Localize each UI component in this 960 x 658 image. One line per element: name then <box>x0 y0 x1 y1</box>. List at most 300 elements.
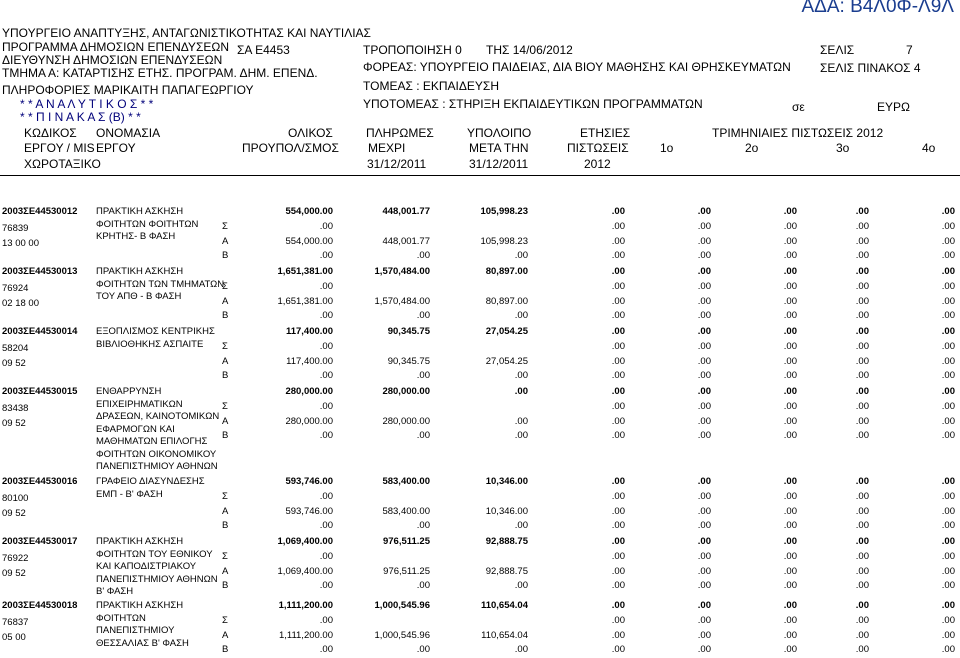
q1-value: .00 <box>697 536 711 547</box>
q3-value: .00 <box>855 356 869 367</box>
sub-row-label: Α <box>222 416 229 427</box>
q2-value: .00 <box>783 644 797 655</box>
rem-value: 80,897.00 <box>485 296 528 307</box>
q4-value: .00 <box>941 491 955 502</box>
q4-value: .00 <box>941 206 955 217</box>
col-q4: 4ο <box>922 141 936 155</box>
q4-value: .00 <box>941 630 955 641</box>
total-value: 1,069,400.00 <box>277 536 333 547</box>
q4-value: .00 <box>941 370 955 381</box>
sub-row-label: Β <box>222 370 229 381</box>
total-value: .00 <box>319 370 333 381</box>
q2-value: .00 <box>783 401 797 412</box>
annual-value: .00 <box>611 310 625 321</box>
q2-value: .00 <box>783 491 797 502</box>
page-label: ΣΕΛΙΣ <box>820 43 855 57</box>
annual-value: .00 <box>611 266 625 277</box>
q4-value: .00 <box>941 250 955 261</box>
paid-value: 280,000.00 <box>382 416 430 427</box>
q3-value: .00 <box>855 491 869 502</box>
q2-value: .00 <box>783 236 797 247</box>
q1-value: .00 <box>697 644 711 655</box>
q3-value: .00 <box>855 310 869 321</box>
ada-watermark: ΑΔΑ: Β4Λ0Φ-Λ9Λ <box>801 0 954 17</box>
q2-value: .00 <box>783 416 797 427</box>
q3-value: .00 <box>855 250 869 261</box>
sub-row-label: Β <box>222 520 229 531</box>
q1-value: .00 <box>697 370 711 381</box>
q4-value: .00 <box>941 476 955 487</box>
spatial-code: 09 52 <box>2 568 26 579</box>
col-after-date: 31/12/2011 <box>469 157 529 171</box>
q4-value: .00 <box>941 520 955 531</box>
project-name-line: ΦΟΙΤΗΤΩΝ ΟΙΚΟΝΟΜΙΚΟΥ <box>96 448 217 460</box>
project-name-line: ΦΟΙΤΗΤΩΝ ΦΟΙΤΗΤΩΝ <box>96 218 199 230</box>
annual-value: .00 <box>611 326 625 337</box>
q2-value: .00 <box>783 566 797 577</box>
col-project-mis: ΕΡΓΟΥ / MIS <box>24 141 95 155</box>
q4-value: .00 <box>941 506 955 517</box>
q1-value: .00 <box>697 236 711 247</box>
sub-row-label: Β <box>222 310 229 321</box>
total-value: .00 <box>319 250 333 261</box>
department-title: ΤΜΗΜΑ Α: ΚΑΤΑΡΤΙΣΗΣ ΕΤΗΣ. ΠΡΟΓΡΑΜ. ΔΗΜ. ΕΠΕΝΔ. <box>2 66 318 80</box>
q2-value: .00 <box>783 356 797 367</box>
analytic-label: * * Α Ν Α Λ Υ Τ Ι Κ Ο Σ * * <box>20 97 154 111</box>
q1-value: .00 <box>697 566 711 577</box>
col-until-date: 31/12/2011 <box>367 157 427 171</box>
project-name-line: ΠΑΝΕΠΙΣΤΗΜΙΟΥ <box>96 625 175 636</box>
paid-value: 1,570,484.00 <box>374 266 430 277</box>
sub-row-label: Β <box>222 250 229 261</box>
q1-value: .00 <box>697 341 711 352</box>
rem-value: 80,897.00 <box>485 266 528 277</box>
paid-value: 1,000,545.96 <box>374 630 430 641</box>
ministry-title: ΥΠΟΥΡΓΕΙΟ ΑΝΑΠΤΥΞΗΣ, ΑΝΤΑΓΩΝΙΣΤΙΚΟΤΗΤΑΣ ΚΑΙ ΝΑΥΤΙΛΙΑΣ <box>2 26 371 40</box>
q1-value: .00 <box>697 296 711 307</box>
q1-value: .00 <box>697 520 711 531</box>
col-q2: 2ο <box>745 141 759 155</box>
q4-value: .00 <box>941 536 955 547</box>
project-name-line: ΜΑΘΗΜΑΤΩΝ ΕΠΙΛΟΓΗΣ <box>96 436 208 447</box>
q3-value: .00 <box>855 615 869 626</box>
q1-value: .00 <box>697 476 711 487</box>
rem-value: .00 <box>514 370 528 381</box>
rem-value: 27,054.25 <box>485 326 528 337</box>
sub-row-label: Σ <box>222 341 228 352</box>
project-name-line: ΠΡΑΚΤΙΚΗ ΑΣΚΗΣΗ <box>96 600 184 611</box>
total-value: 1,111,200.00 <box>278 630 333 641</box>
subsector: ΥΠΟΤΟΜΕΑΣ : ΣΤΗΡΙΞΗ ΕΚΠΑΙΔΕΥΤΙΚΩΝ ΠΡΟΓΡΑΜΜΑΤΩΝ <box>363 97 703 111</box>
q3-value: .00 <box>855 416 869 427</box>
paid-value: 448,001.77 <box>382 206 430 217</box>
q2-value: .00 <box>783 296 797 307</box>
col-code: ΚΩΔΙΚΟΣ <box>24 126 77 140</box>
sub-row-label: Α <box>222 506 229 517</box>
project-name-line: ΕΞΟΠΛΙΣΜΟΣ ΚΕΝΤΡΙΚΗΣ <box>96 326 215 337</box>
rem-value: .00 <box>514 386 528 397</box>
project-code: 2003ΣΕ44530015 <box>2 386 78 397</box>
q4-value: .00 <box>941 580 955 591</box>
q1-value: .00 <box>697 551 711 562</box>
paid-value: .00 <box>416 430 430 441</box>
q4-value: .00 <box>941 401 955 412</box>
total-value: 280,000.00 <box>285 386 333 397</box>
project-name-line: ΓΡΑΦΕΙΟ ΔΙΑΣΥΝΔΕΣΗΣ <box>96 476 205 487</box>
annual-value: .00 <box>611 370 625 381</box>
q1-value: .00 <box>697 250 711 261</box>
col-credits: ΠΙΣΤΩΣΕΙΣ <box>567 141 629 155</box>
project-name-line: ΠΡΑΚΤΙΚΗ ΑΣΚΗΣΗ <box>96 536 184 547</box>
total-value: .00 <box>319 644 333 655</box>
q2-value: .00 <box>783 266 797 277</box>
q2-value: .00 <box>783 370 797 381</box>
header-divider <box>0 175 960 176</box>
amendment-number: ΤΡΟΠΟΠΟΙΗΣΗ 0 <box>363 43 462 57</box>
rem-value: .00 <box>514 644 528 655</box>
q2-value: .00 <box>783 615 797 626</box>
project-name-line: ΕΠΙΧΕΙΡΗΜΑΤΙΚΩΝ <box>96 398 183 410</box>
total-value: 1,111,200.00 <box>278 600 333 611</box>
q3-value: .00 <box>855 566 869 577</box>
page-number: 7 <box>906 43 913 57</box>
paid-value: 90,345.75 <box>387 326 430 337</box>
q1-value: .00 <box>697 630 711 641</box>
q3-value: .00 <box>855 630 869 641</box>
annual-value: .00 <box>611 506 625 517</box>
q3-value: .00 <box>855 600 869 611</box>
q1-value: .00 <box>697 326 711 337</box>
sub-row-label: Β <box>222 644 229 655</box>
q1-value: .00 <box>697 266 711 277</box>
q4-value: .00 <box>941 236 955 247</box>
col-spatial: ΧΩΡΟΤΑΞΙΚΟ <box>24 157 101 171</box>
annual-value: .00 <box>611 416 625 427</box>
project-code: 2003ΣΕ44530017 <box>2 536 78 547</box>
sa-code: ΣΑ Ε4453 <box>237 43 290 57</box>
q1-value: .00 <box>697 221 711 232</box>
project-name-line: ΦΟΙΤΗΤΩΝ <box>96 612 146 624</box>
sub-row-label: Α <box>222 630 229 641</box>
rem-value: 92,888.75 <box>485 536 528 547</box>
q4-value: .00 <box>941 615 955 626</box>
project-name-line: ΚΡΗΤΗΣ- Β ΦΑΣΗ <box>96 231 176 242</box>
q2-value: .00 <box>783 630 797 641</box>
project-code: 2003ΣΕ44530013 <box>2 266 78 277</box>
sub-row-label: Α <box>222 296 229 307</box>
total-value: 1,651,381.00 <box>277 296 333 307</box>
q2-value: .00 <box>783 520 797 531</box>
q2-value: .00 <box>783 600 797 611</box>
mis-code: 83438 <box>2 403 29 414</box>
q4-value: .00 <box>941 341 955 352</box>
q3-value: .00 <box>855 430 869 441</box>
paid-value: 976,511.25 <box>383 566 430 577</box>
q1-value: .00 <box>697 580 711 591</box>
q1-value: .00 <box>697 401 711 412</box>
annual-value: .00 <box>611 600 625 611</box>
q2-value: .00 <box>783 326 797 337</box>
col-after: ΜΕΤΑ ΤΗΝ <box>469 141 529 155</box>
rem-value: 27,054.25 <box>485 356 528 367</box>
annual-value: .00 <box>611 580 625 591</box>
paid-value: 90,345.75 <box>387 356 430 367</box>
col-q3: 3ο <box>836 141 850 155</box>
sub-row-label: Σ <box>222 491 228 502</box>
q4-value: .00 <box>941 310 955 321</box>
q3-value: .00 <box>855 476 869 487</box>
col-project: ΕΡΓΟΥ <box>96 141 136 155</box>
mis-code: 76839 <box>2 223 29 234</box>
q1-value: .00 <box>697 506 711 517</box>
program-title: ΠΡΟΓΡΑΜΜΑ ΔΗΜΟΣΙΩΝ ΕΠΕΝΔΥΣΕΩΝ <box>2 40 229 54</box>
paid-value: .00 <box>416 580 430 591</box>
total-value: 1,069,400.00 <box>277 566 333 577</box>
q3-value: .00 <box>855 506 869 517</box>
annual-value: .00 <box>611 341 625 352</box>
q1-value: .00 <box>697 430 711 441</box>
q4-value: .00 <box>941 551 955 562</box>
project-name-line: ΕΝΘΑΡΡΥΝΣΗ <box>96 386 162 397</box>
project-code: 2003ΣΕ44530014 <box>2 326 78 337</box>
q1-value: .00 <box>697 615 711 626</box>
col-payments: ΠΛΗΡΩΜΕΣ <box>366 126 434 140</box>
annual-value: .00 <box>611 615 625 626</box>
q2-value: .00 <box>783 206 797 217</box>
mis-code: 76922 <box>2 553 29 564</box>
rem-value: .00 <box>514 430 528 441</box>
q4-value: .00 <box>941 281 955 292</box>
sub-row-label: Β <box>222 430 229 441</box>
project-name-line: ΠΑΝΕΠΙΣΤΗΜΙΟΥ ΑΘΗΝΩΝ <box>96 461 218 472</box>
q3-value: .00 <box>855 281 869 292</box>
q4-value: .00 <box>941 430 955 441</box>
project-name-line: ΠΑΝΕΠΙΣΤΗΜΙΟΥ ΑΘΗΝΩΝ <box>96 573 218 585</box>
sub-row-label: Α <box>222 356 229 367</box>
rem-value: .00 <box>514 310 528 321</box>
total-value: .00 <box>319 281 333 292</box>
project-code: 2003ΣΕ44530012 <box>2 206 78 217</box>
sector: ΤΟΜΕΑΣ : ΕΚΠΑΙΔΕΥΣΗ <box>363 79 499 93</box>
spatial-code: 02 18 00 <box>2 298 39 309</box>
col-total: ΟΛΙΚΟΣ <box>288 126 333 140</box>
q1-value: .00 <box>697 206 711 217</box>
q3-value: .00 <box>855 551 869 562</box>
q3-value: .00 <box>855 236 869 247</box>
spatial-code: 13 00 00 <box>2 238 39 249</box>
total-value: .00 <box>319 341 333 352</box>
q4-value: .00 <box>941 356 955 367</box>
q1-value: .00 <box>697 386 711 397</box>
mis-code: 76837 <box>2 617 29 628</box>
q2-value: .00 <box>783 386 797 397</box>
directorate-title: ΔΙΕΥΘΥΝΣΗ ΔΗΜΟΣΙΩΝ ΕΠΕΝΔΥΣΕΩΝ <box>2 53 223 67</box>
col-q1: 1ο <box>660 141 674 155</box>
total-value: 554,000.00 <box>285 236 333 247</box>
paid-value: 1,570,484.00 <box>374 296 430 307</box>
rem-value: .00 <box>514 520 528 531</box>
spatial-code: 09 52 <box>2 418 26 429</box>
q4-value: .00 <box>941 600 955 611</box>
annual-value: .00 <box>611 296 625 307</box>
paid-value: .00 <box>416 310 430 321</box>
annual-value: .00 <box>611 491 625 502</box>
q3-value: .00 <box>855 644 869 655</box>
total-value: 117,400.00 <box>286 356 333 367</box>
q3-value: .00 <box>855 386 869 397</box>
unit-euro: ΕΥΡΩ <box>877 100 910 114</box>
q1-value: .00 <box>697 491 711 502</box>
rem-value: 105,998.23 <box>480 236 528 247</box>
q2-value: .00 <box>783 341 797 352</box>
project-name-line: ΠΡΑΚΤΙΚΗ ΑΣΚΗΣΗ <box>96 266 184 277</box>
paid-value: .00 <box>416 644 430 655</box>
q4-value: .00 <box>941 266 955 277</box>
q1-value: .00 <box>697 281 711 292</box>
q3-value: .00 <box>855 266 869 277</box>
total-value: .00 <box>319 551 333 562</box>
annual-value: .00 <box>611 206 625 217</box>
q2-value: .00 <box>783 221 797 232</box>
paid-value: .00 <box>416 520 430 531</box>
q1-value: .00 <box>697 416 711 427</box>
q3-value: .00 <box>855 536 869 547</box>
annual-value: .00 <box>611 430 625 441</box>
paid-value: 448,001.77 <box>382 236 430 247</box>
annual-value: .00 <box>611 520 625 531</box>
project-name-line: ΕΦΑΡΜΟΓΩΝ ΚΑΙ <box>96 423 175 435</box>
table-page: ΣΕΛΙΣ ΠΙΝΑΚΟΣ 4 <box>820 61 921 75</box>
col-quarterly: ΤΡΙΜΗΝΙΑΙΕΣ ΠΙΣΤΩΣΕΙΣ 2012 <box>712 126 884 140</box>
q3-value: .00 <box>855 206 869 217</box>
rem-value: 110,654.04 <box>480 600 528 611</box>
rem-value: .00 <box>514 250 528 261</box>
q4-value: .00 <box>941 221 955 232</box>
q3-value: .00 <box>855 326 869 337</box>
annual-value: .00 <box>611 536 625 547</box>
q3-value: .00 <box>855 520 869 531</box>
total-value: 1,651,381.00 <box>277 266 333 277</box>
total-value: 117,400.00 <box>285 326 333 337</box>
spatial-code: 05 00 <box>2 632 26 643</box>
annual-value: .00 <box>611 250 625 261</box>
sub-row-label: Σ <box>222 615 228 626</box>
q3-value: .00 <box>855 580 869 591</box>
q2-value: .00 <box>783 476 797 487</box>
sub-row-label: Σ <box>222 221 228 232</box>
rem-value: .00 <box>514 580 528 591</box>
mis-code: 58204 <box>2 343 29 354</box>
paid-value: .00 <box>416 250 430 261</box>
total-value: .00 <box>319 310 333 321</box>
q1-value: .00 <box>697 310 711 321</box>
annual-value: .00 <box>611 236 625 247</box>
project-name-line: ΒΙΒΛΙΟΘΗΚΗΣ ΑΣΠΑΙΤΕ <box>96 338 204 350</box>
annual-value: .00 <box>611 281 625 292</box>
unit-se: σε <box>792 100 805 114</box>
q2-value: .00 <box>783 281 797 292</box>
annual-value: .00 <box>611 551 625 562</box>
q4-value: .00 <box>941 416 955 427</box>
q4-value: .00 <box>941 566 955 577</box>
total-value: .00 <box>319 430 333 441</box>
paid-value: 583,400.00 <box>382 506 430 517</box>
q3-value: .00 <box>855 341 869 352</box>
q2-value: .00 <box>783 580 797 591</box>
total-value: .00 <box>319 520 333 531</box>
annual-value: .00 <box>611 630 625 641</box>
total-value: 593,746.00 <box>285 506 333 517</box>
q4-value: .00 <box>941 296 955 307</box>
sub-row-label: Β <box>222 580 229 591</box>
q2-value: .00 <box>783 310 797 321</box>
q2-value: .00 <box>783 551 797 562</box>
total-value: .00 <box>319 491 333 502</box>
annual-value: .00 <box>611 476 625 487</box>
paid-value: 1,000,545.96 <box>374 600 430 611</box>
rem-value: 10,346.00 <box>485 476 528 487</box>
project-name-line: ΦΟΙΤΗΤΩΝ ΤΟΥ ΕΘΝΙΚΟΥ <box>96 548 213 560</box>
spatial-code: 09 52 <box>2 508 26 519</box>
project-name-line: ΘΕΣΣΑΛΙΑΣ Β' ΦΑΣΗ <box>96 637 189 649</box>
annual-value: .00 <box>611 401 625 412</box>
total-value: 280,000.00 <box>285 416 333 427</box>
table-b-label: * * Π Ι Ν Α Κ Α Σ (Β) * * <box>20 110 141 124</box>
q2-value: .00 <box>783 506 797 517</box>
paid-value: 976,511.25 <box>382 536 430 547</box>
project-name-line: ΕΜΠ - Β' ΦΑΣΗ <box>96 488 163 500</box>
annual-value: .00 <box>611 356 625 367</box>
col-annual: ΕΤΗΣΙΕΣ <box>580 126 631 140</box>
annual-value: .00 <box>611 386 625 397</box>
paid-value: .00 <box>416 370 430 381</box>
q2-value: .00 <box>783 430 797 441</box>
col-remaining: ΥΠΟΛΟΙΠΟ <box>467 126 532 140</box>
q4-value: .00 <box>941 386 955 397</box>
sub-row-label: Α <box>222 566 229 577</box>
contact-info: ΠΛΗΡΟΦΟΡΙΕΣ ΜΑΡΙΚΑΙΤΗ ΠΑΠΑΓΕΩΡΓΙΟΥ <box>2 83 254 97</box>
mis-code: 76924 <box>2 283 29 294</box>
paid-value: 280,000.00 <box>382 386 430 397</box>
total-value: .00 <box>319 580 333 591</box>
project-name-line: ΦΟΙΤΗΤΩΝ ΤΩΝ ΤΜΗΜΑΤΩΝ <box>96 278 225 290</box>
sub-row-label: Σ <box>222 551 228 562</box>
col-name: ΟΝΟΜΑΣΙΑ <box>96 126 161 140</box>
rem-value: 10,346.00 <box>485 506 528 517</box>
spatial-code: 09 52 <box>2 358 26 369</box>
q1-value: .00 <box>697 356 711 367</box>
rem-value: 110,654.04 <box>481 630 528 641</box>
rem-value: .00 <box>514 416 528 427</box>
q4-value: .00 <box>941 644 955 655</box>
annual-value: .00 <box>611 644 625 655</box>
annual-value: .00 <box>611 221 625 232</box>
mis-code: 80100 <box>2 493 29 504</box>
amendment-date: ΤΗΣ 14/06/2012 <box>486 43 573 57</box>
col-until: ΜΕΧΡΙ <box>368 141 406 155</box>
total-value: .00 <box>319 615 333 626</box>
rem-value: 92,888.75 <box>485 566 528 577</box>
project-code: 2003ΣΕ44530016 <box>2 476 78 487</box>
project-code: 2003ΣΕ44530018 <box>2 600 78 611</box>
q1-value: .00 <box>697 600 711 611</box>
total-value: .00 <box>319 221 333 232</box>
q3-value: .00 <box>855 370 869 381</box>
total-value: 554,000.00 <box>285 206 333 217</box>
col-budget: ΠΡΟΥΠΟΛ/ΣΜΟΣ <box>242 141 339 155</box>
sub-row-label: Σ <box>222 401 228 412</box>
sub-row-label: Α <box>222 236 229 247</box>
